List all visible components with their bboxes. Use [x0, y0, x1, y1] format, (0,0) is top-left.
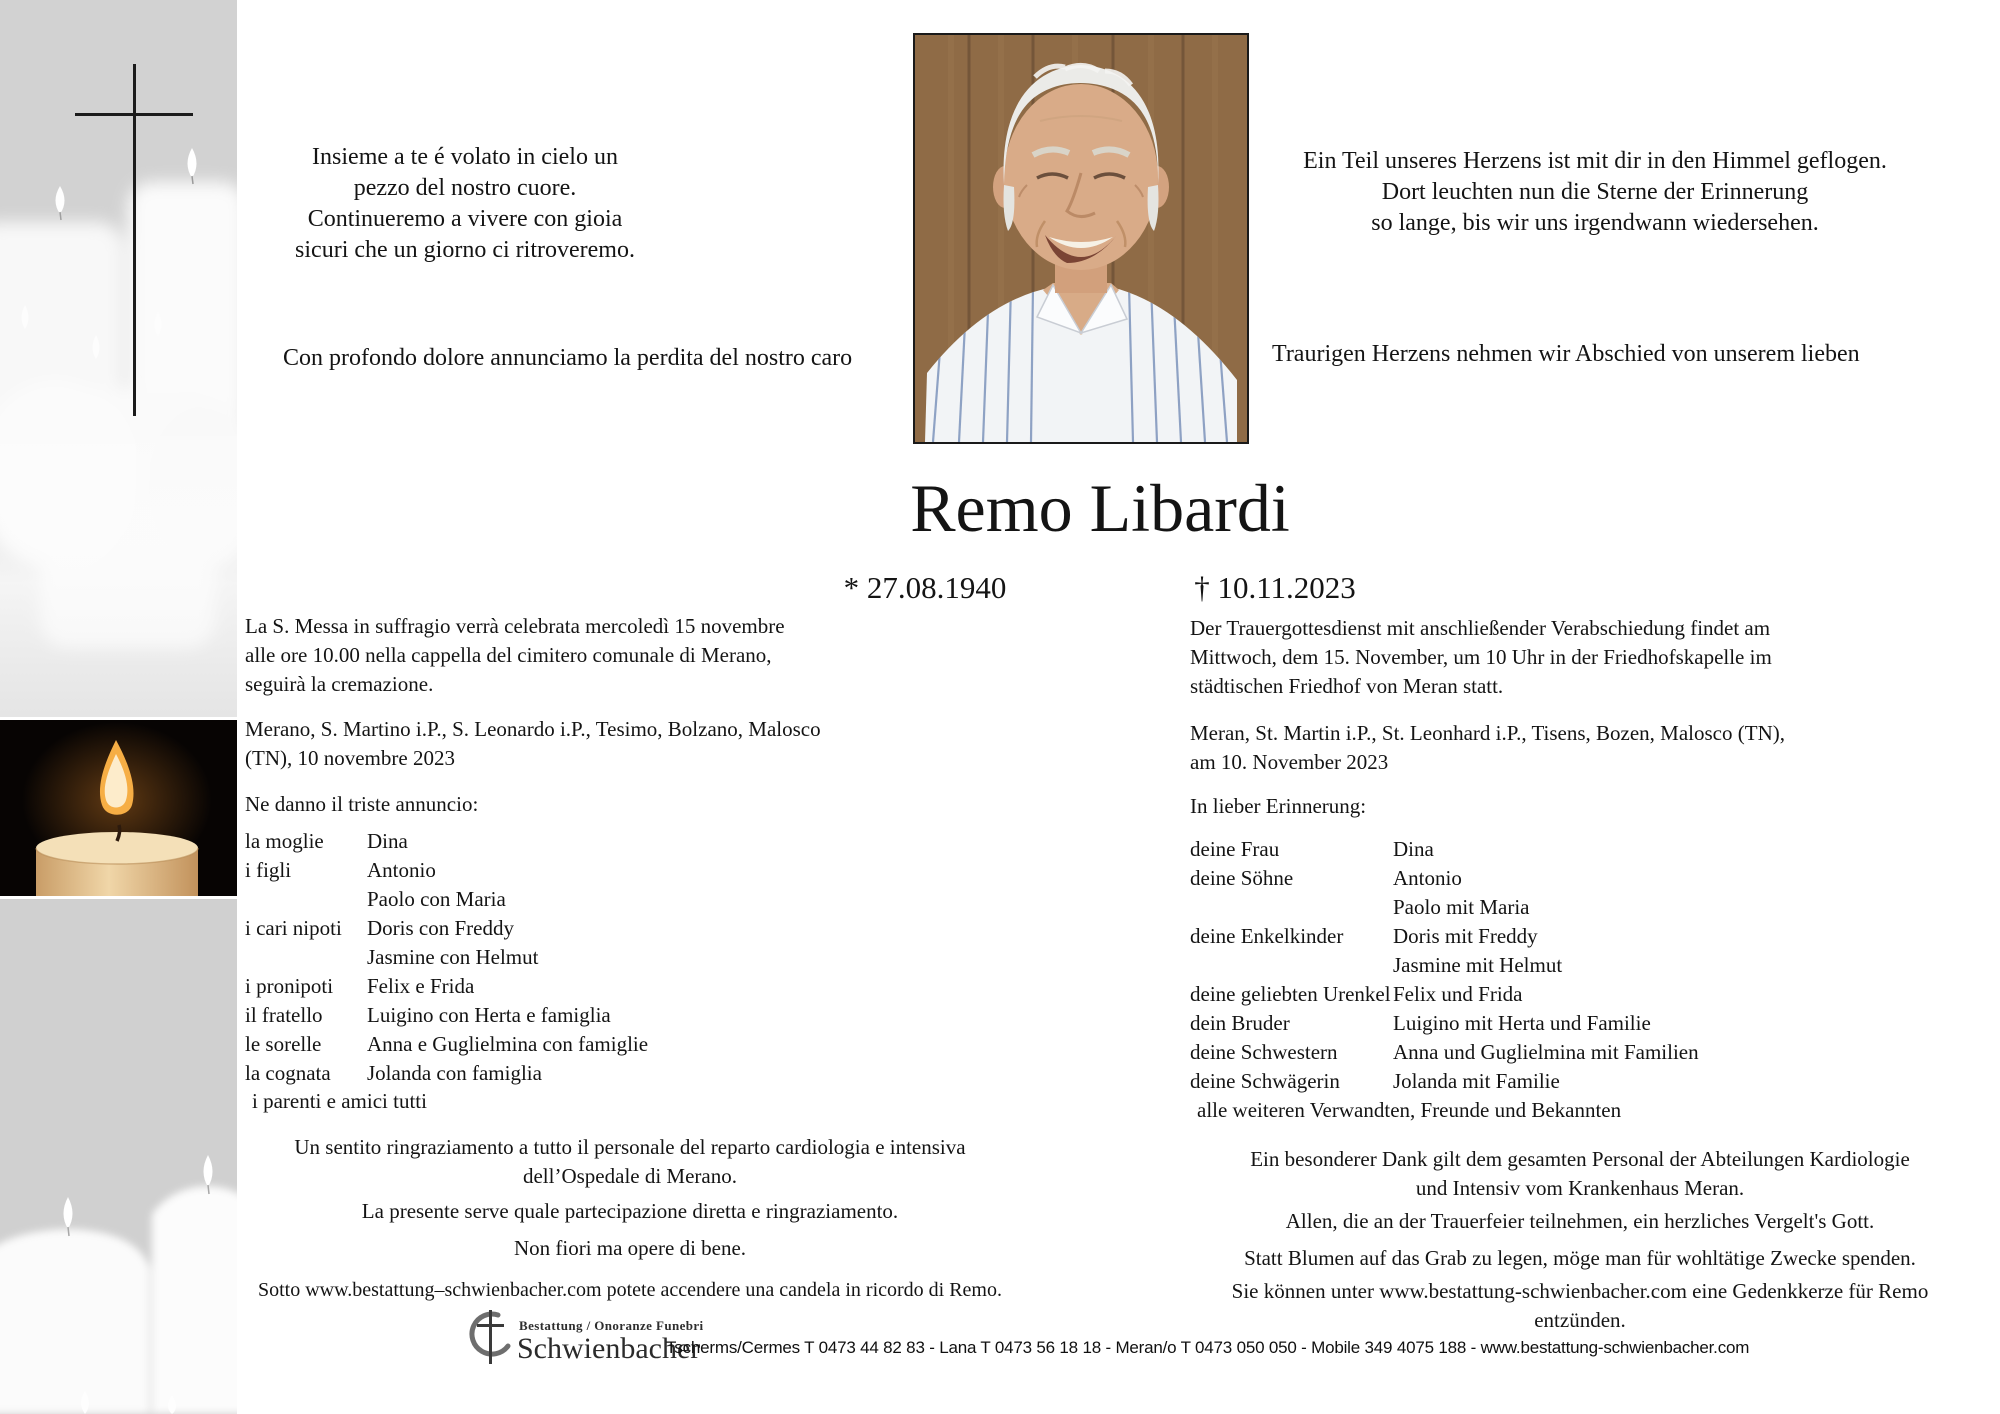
relation-label	[245, 943, 367, 972]
italian-quote-line: Continueremo a vivere con gioia	[307, 206, 623, 232]
german-family-list	[1190, 835, 1980, 1096]
family-row	[1190, 1038, 1980, 1067]
relation-names: Felix e Frida	[367, 974, 475, 998]
family-row	[1190, 1067, 1980, 1096]
relation-label: le sorelle	[245, 1032, 322, 1056]
text-line: dell’Ospedale di Merano.	[522, 1164, 737, 1188]
text-line: Mittwoch, dem 15. November, um 10 Uhr in der Friedhofskapelle im	[1190, 645, 1772, 669]
relation-label: deine geliebten Urenkel	[1190, 982, 1391, 1006]
white-candles-icon	[0, 0, 237, 717]
relation-names: Dina	[367, 829, 408, 853]
relation-names: Anna und Guglielmina mit Familien	[1393, 1040, 1699, 1064]
german-quote-line: so lange, bis wir uns irgendwann wiedersehen.	[1371, 210, 1819, 236]
relation-label: la cognata	[245, 1061, 331, 1085]
relation-names: Jolanda mit Familie	[1393, 1069, 1560, 1093]
relation-names: Dina	[1393, 837, 1434, 861]
relation-names: Antonio	[367, 858, 436, 882]
italian-list-heading: Ne danno il triste annuncio:	[245, 792, 479, 816]
relation-names: Jasmine con Helmut	[367, 945, 539, 969]
family-row	[1190, 1009, 1980, 1038]
italian-thanks	[230, 1133, 1030, 1191]
italian-places-date	[245, 715, 1035, 773]
family-row	[245, 914, 1035, 943]
german-quote	[1245, 146, 1945, 239]
relation-names: Luigino con Herta e famiglia	[367, 1003, 611, 1027]
relation-label: i figli	[245, 858, 292, 882]
german-list-heading: In lieber Erinnerung:	[1190, 794, 1367, 818]
family-row	[1190, 922, 1980, 951]
german-family-footer: alle weiteren Verwandten, Freunde und Bekannten	[1197, 1098, 1622, 1122]
family-row	[245, 972, 1035, 1001]
relation-label: dein Bruder	[1190, 1011, 1290, 1035]
text-line: städtischen Friedhof von Meran statt.	[1190, 674, 1504, 698]
text-line: seguirà la cremazione.	[245, 672, 434, 696]
burning-candle-icon	[0, 720, 237, 896]
relation-label: deine Söhne	[1190, 866, 1294, 890]
relation-label: deine Schwägerin	[1190, 1069, 1340, 1093]
birth-date: * 27.08.1940	[843, 570, 1007, 605]
circle-cross-logo-icon	[466, 1310, 516, 1364]
relation-label	[1190, 893, 1393, 922]
relation-label: deine Schwestern	[1190, 1040, 1338, 1064]
memorial-cross-icon	[133, 64, 136, 416]
family-row	[1190, 864, 1980, 893]
text-line: Ein besonderer Dank gilt dem gesamten Personal der Abteilungen Kardiologie	[1250, 1147, 1910, 1171]
german-quote-line: Ein Teil unseres Herzens ist mit dir in den Himmel geflogen.	[1303, 148, 1887, 174]
relation-names: Doris con Freddy	[367, 916, 514, 940]
german-thanks	[1170, 1145, 1990, 1203]
relation-label: la moglie	[245, 829, 324, 853]
italian-participation: La presente serve quale partecipazione diretta e ringraziamento.	[361, 1199, 899, 1223]
funeral-home-logo	[466, 1310, 516, 1369]
family-row	[1190, 835, 1980, 864]
italian-quote-line: Insieme a te é volato in cielo un	[312, 144, 618, 170]
relation-label	[1190, 951, 1393, 980]
german-participation: Allen, die an der Trauerfeier teilnehmen, ein herzliches Vergelt's Gott.	[1285, 1209, 1875, 1233]
german-service-info	[1190, 614, 1980, 701]
german-announcement: Traurigen Herzens nehmen wir Abschied von unserem lieben	[1272, 341, 1860, 367]
memorial-cross-bar	[75, 113, 193, 116]
relation-names: Antonio	[1393, 866, 1462, 890]
german-places-date	[1190, 719, 1980, 777]
text-line: La S. Messa in suffragio verrà celebrata mercoledì 15 novembre	[245, 614, 785, 638]
family-row	[1190, 980, 1980, 1009]
text-line: (TN), 10 novembre 2023	[245, 746, 455, 770]
relation-names: Paolo con Maria	[367, 887, 506, 911]
relation-names: Anna e Guglielmina con famiglie	[367, 1032, 649, 1056]
relation-label: deine Enkelkinder	[1190, 924, 1344, 948]
relation-label: deine Frau	[1190, 837, 1280, 861]
italian-announcement: Con profondo dolore annunciamo la perdita del nostro caro	[283, 345, 853, 371]
relation-names: Paolo mit Maria	[1393, 895, 1530, 919]
italian-quote-line: pezzo del nostro cuore.	[353, 175, 577, 201]
italian-family-footer: i parenti e amici tutti	[252, 1089, 427, 1113]
death-date: † 10.11.2023	[1194, 570, 1356, 605]
candles-bottom-panel	[0, 899, 237, 1414]
family-row	[245, 1030, 1035, 1059]
relation-names: Jasmine mit Helmut	[1393, 953, 1563, 977]
italian-family-list	[245, 827, 1035, 1088]
text-line: und Intensiv vom Krankenhaus Meran.	[1415, 1176, 1745, 1200]
footer-contact-info: Tscherms/Cermes T 0473 44 82 83 - Lana T 0473 56 18 18 - Meran/o T 0473 050 050 - Mobile 349 4075 188 - www.bestattung-schwienbacher.com	[666, 1338, 1750, 1357]
german-candle-note	[1170, 1277, 1990, 1335]
text-line: Un sentito ringraziamento a tutto il personale del reparto cardiologia e intensiva	[294, 1135, 966, 1159]
relation-label	[245, 885, 367, 914]
text-line: alle ore 10.00 nella cappella del cimitero comunale di Merano,	[245, 643, 772, 667]
italian-candle-note: Sotto www.bestattung–schwienbacher.com potete accendere una candela in ricordo di Remo.	[257, 1279, 1002, 1301]
candles-top-panel	[0, 0, 237, 717]
family-row	[245, 885, 1035, 914]
relation-names: Felix und Frida	[1393, 982, 1523, 1006]
family-row	[245, 1001, 1035, 1030]
text-line: Merano, S. Martino i.P., S. Leonardo i.P., Tesimo, Bolzano, Malosco	[245, 717, 821, 741]
family-row	[245, 827, 1035, 856]
white-candles-icon	[0, 899, 237, 1414]
relation-label: i cari nipoti	[245, 916, 342, 940]
italian-quote	[240, 142, 690, 266]
relation-names: Luigino mit Herta und Familie	[1393, 1011, 1651, 1035]
portrait-illustration	[915, 35, 1247, 442]
text-line: Der Trauergottesdienst mit anschließender Verabschiedung findet am	[1190, 616, 1771, 640]
footer-logo-tagline: Bestattung / Onoranze Funebri	[519, 1318, 704, 1333]
german-flowers-note: Statt Blumen auf das Grab zu legen, möge man für wohltätige Zwecke spenden.	[1244, 1246, 1916, 1270]
text-line: Meran, St. Martin i.P., St. Leonhard i.P., Tisens, Bozen, Malosco (TN),	[1190, 721, 1785, 745]
italian-service-info	[245, 612, 1035, 699]
text-line: am 10. November 2023	[1190, 750, 1389, 774]
relation-names: Jolanda con famiglia	[367, 1061, 542, 1085]
german-quote-line: Dort leuchten nun die Sterne der Erinnerung	[1381, 179, 1809, 205]
relation-names: Doris mit Freddy	[1393, 924, 1538, 948]
footer-logo-name: Schwienbacher	[517, 1332, 701, 1365]
family-row	[1190, 893, 1980, 922]
portrait-photo	[913, 33, 1249, 444]
italian-quote-line: sicuri che un giorno ci ritroveremo.	[295, 237, 635, 263]
burning-candle-panel	[0, 720, 237, 896]
italian-flowers-note: Non fiori ma opere di bene.	[513, 1236, 747, 1260]
relation-label: i pronipoti	[245, 974, 334, 998]
relation-label: il fratello	[245, 1003, 323, 1027]
family-row	[245, 1059, 1035, 1088]
text-line: Sie können unter www.bestattung-schwienbacher.com eine Gedenkkerze für Remo	[1231, 1279, 1929, 1303]
family-row	[245, 856, 1035, 885]
deceased-name: Remo Libardi	[910, 470, 1290, 546]
family-row	[1190, 951, 1980, 980]
family-row	[245, 943, 1035, 972]
text-line: entzünden.	[1534, 1308, 1626, 1332]
